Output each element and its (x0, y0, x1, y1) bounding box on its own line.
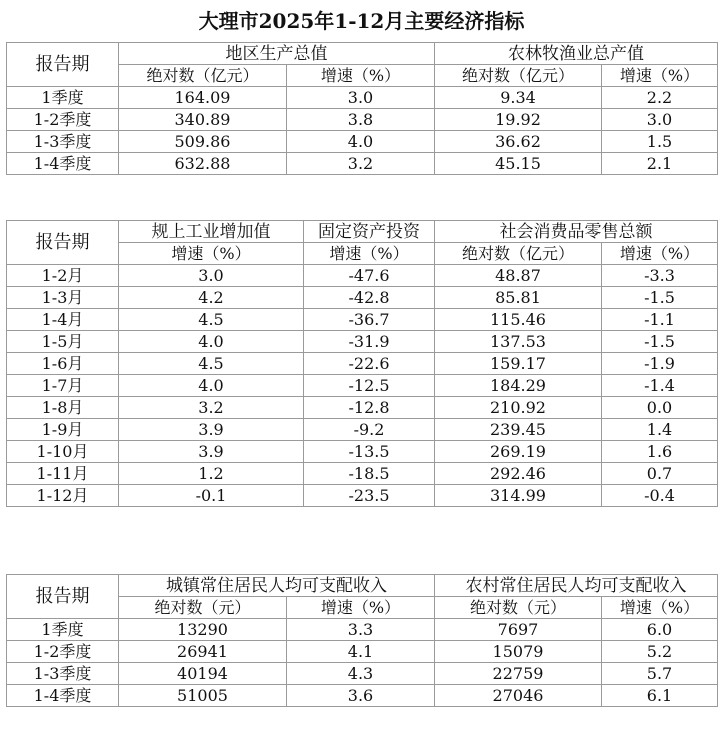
gdp-value-cell: 340.89 (119, 109, 287, 131)
agriculture-rate-cell: 3.0 (602, 109, 718, 131)
investment-rate-cell: -31.9 (304, 331, 435, 353)
rural-rate-header: 增速（%） (602, 597, 718, 619)
retail-value-cell: 269.19 (435, 441, 602, 463)
period-header: 报告期 (7, 221, 119, 265)
period-cell: 1-4月 (7, 309, 119, 331)
rural-absolute-header: 绝对数（元） (435, 597, 602, 619)
gdp-rate-cell: 4.0 (287, 131, 435, 153)
table-row (7, 109, 718, 131)
period-cell: 1-8月 (7, 397, 119, 419)
period-cell: 1-4季度 (7, 153, 119, 175)
retail-value-cell: 115.46 (435, 309, 602, 331)
retail-value-cell: 48.87 (435, 265, 602, 287)
table-row (7, 265, 718, 287)
industry-rate-cell: 3.0 (119, 265, 304, 287)
industry-rate-cell: 1.2 (119, 463, 304, 485)
agriculture-rate-cell: 1.5 (602, 131, 718, 153)
table-row (7, 485, 718, 507)
gdp-absolute-header: 绝对数（亿元） (119, 65, 287, 87)
agriculture-value-cell: 36.62 (435, 131, 602, 153)
investment-rate-cell: -42.8 (304, 287, 435, 309)
gdp-rate-cell: 3.2 (287, 153, 435, 175)
table-row (7, 87, 718, 109)
urban-value-cell: 13290 (119, 619, 287, 641)
retail-value-cell: 85.81 (435, 287, 602, 309)
retail-absolute-header: 绝对数（亿元） (435, 243, 602, 265)
rural-value-cell: 27046 (435, 685, 602, 707)
period-cell: 1-10月 (7, 441, 119, 463)
retail-rate-cell: 0.0 (602, 397, 718, 419)
period-header: 报告期 (7, 575, 119, 619)
investment-rate-cell: -12.5 (304, 375, 435, 397)
investment-rate-cell: -22.6 (304, 353, 435, 375)
retail-rate-cell: -1.9 (602, 353, 718, 375)
table-row (7, 331, 718, 353)
period-cell: 1-3季度 (7, 131, 119, 153)
investment-header: 固定资产投资 (304, 221, 435, 243)
period-cell: 1-3季度 (7, 663, 119, 685)
urban-rate-cell: 3.6 (287, 685, 435, 707)
retail-rate-cell: -1.1 (602, 309, 718, 331)
retail-rate-cell: 0.7 (602, 463, 718, 485)
table-row (7, 131, 718, 153)
investment-rate-cell: -13.5 (304, 441, 435, 463)
retail-value-cell: 210.92 (435, 397, 602, 419)
retail-rate-header: 增速（%） (602, 243, 718, 265)
period-cell: 1-4季度 (7, 685, 119, 707)
industry-header: 规上工业增加值 (119, 221, 304, 243)
industry-rate-cell: 3.9 (119, 441, 304, 463)
retail-value-cell: 184.29 (435, 375, 602, 397)
investment-rate-cell: -18.5 (304, 463, 435, 485)
urban-rate-cell: 4.1 (287, 641, 435, 663)
period-cell: 1-2季度 (7, 641, 119, 663)
period-cell: 1-2季度 (7, 109, 119, 131)
rural-value-cell: 15079 (435, 641, 602, 663)
agriculture-absolute-header: 绝对数（亿元） (435, 65, 602, 87)
industry-rate-cell: 4.5 (119, 309, 304, 331)
retail-rate-cell: -3.3 (602, 265, 718, 287)
industry-rate-cell: -0.1 (119, 485, 304, 507)
table-row (7, 663, 718, 685)
gdp-value-cell: 509.86 (119, 131, 287, 153)
investment-rate-cell: -9.2 (304, 419, 435, 441)
rural-rate-cell: 5.2 (602, 641, 718, 663)
period-cell: 1-5月 (7, 331, 119, 353)
urban-rate-header: 增速（%） (287, 597, 435, 619)
disposable-income-table (6, 574, 718, 707)
period-cell: 1季度 (7, 619, 119, 641)
gdp-rate-cell: 3.0 (287, 87, 435, 109)
agriculture-value-cell: 45.15 (435, 153, 602, 175)
table-row (7, 685, 718, 707)
urban-value-cell: 26941 (119, 641, 287, 663)
table-row (7, 375, 718, 397)
table-row (7, 309, 718, 331)
rural-income-header: 农村常住居民人均可支配收入 (435, 575, 718, 597)
retail-value-cell: 159.17 (435, 353, 602, 375)
period-cell: 1-2月 (7, 265, 119, 287)
retail-rate-cell: 1.4 (602, 419, 718, 441)
period-cell: 1季度 (7, 87, 119, 109)
industry-investment-retail-table (6, 220, 718, 507)
gdp-value-cell: 632.88 (119, 153, 287, 175)
table-row (7, 441, 718, 463)
period-cell: 1-12月 (7, 485, 119, 507)
retail-rate-cell: -1.4 (602, 375, 718, 397)
table-row (7, 463, 718, 485)
investment-rate-cell: -36.7 (304, 309, 435, 331)
retail-value-cell: 137.53 (435, 331, 602, 353)
table-row (7, 353, 718, 375)
investment-rate-cell: -12.8 (304, 397, 435, 419)
table-row (7, 641, 718, 663)
table-row (7, 419, 718, 441)
page-title: 大理市2025年1-12月主要经济指标 (198, 9, 525, 33)
gdp-agriculture-table (6, 42, 718, 175)
table-row (7, 619, 718, 641)
rural-rate-cell: 5.7 (602, 663, 718, 685)
urban-rate-cell: 3.3 (287, 619, 435, 641)
investment-rate-cell: -47.6 (304, 265, 435, 287)
retail-sales-header: 社会消费品零售总额 (435, 221, 718, 243)
urban-absolute-header: 绝对数（元） (119, 597, 287, 619)
retail-value-cell: 314.99 (435, 485, 602, 507)
rural-value-cell: 22759 (435, 663, 602, 685)
period-cell: 1-11月 (7, 463, 119, 485)
period-header: 报告期 (7, 43, 119, 87)
agriculture-value-cell: 9.34 (435, 87, 602, 109)
period-cell: 1-3月 (7, 287, 119, 309)
investment-rate-cell: -23.5 (304, 485, 435, 507)
retail-rate-cell: -1.5 (602, 287, 718, 309)
period-cell: 1-9月 (7, 419, 119, 441)
table-row (7, 287, 718, 309)
investment-rate-header: 增速（%） (304, 243, 435, 265)
retail-rate-cell: -0.4 (602, 485, 718, 507)
gdp-rate-cell: 3.8 (287, 109, 435, 131)
rural-rate-cell: 6.1 (602, 685, 718, 707)
urban-income-header: 城镇常住居民人均可支配收入 (119, 575, 435, 597)
agriculture-output-header: 农林牧渔业总产值 (435, 43, 718, 65)
urban-value-cell: 40194 (119, 663, 287, 685)
industry-rate-cell: 3.9 (119, 419, 304, 441)
table-row (7, 397, 718, 419)
industry-rate-header: 增速（%） (119, 243, 304, 265)
retail-rate-cell: 1.6 (602, 441, 718, 463)
retail-value-cell: 239.45 (435, 419, 602, 441)
urban-rate-cell: 4.3 (287, 663, 435, 685)
agriculture-rate-cell: 2.2 (602, 87, 718, 109)
agriculture-rate-cell: 2.1 (602, 153, 718, 175)
industry-rate-cell: 4.5 (119, 353, 304, 375)
urban-value-cell: 51005 (119, 685, 287, 707)
gdp-value-cell: 164.09 (119, 87, 287, 109)
industry-rate-cell: 4.0 (119, 331, 304, 353)
period-cell: 1-6月 (7, 353, 119, 375)
industry-rate-cell: 4.2 (119, 287, 304, 309)
industry-rate-cell: 4.0 (119, 375, 304, 397)
table-row (7, 153, 718, 175)
agriculture-value-cell: 19.92 (435, 109, 602, 131)
retail-value-cell: 292.46 (435, 463, 602, 485)
agriculture-rate-header: 增速（%） (602, 65, 718, 87)
gdp-header: 地区生产总值 (119, 43, 435, 65)
industry-rate-cell: 3.2 (119, 397, 304, 419)
period-cell: 1-7月 (7, 375, 119, 397)
gdp-rate-header: 增速（%） (287, 65, 435, 87)
rural-value-cell: 7697 (435, 619, 602, 641)
retail-rate-cell: -1.5 (602, 331, 718, 353)
rural-rate-cell: 6.0 (602, 619, 718, 641)
